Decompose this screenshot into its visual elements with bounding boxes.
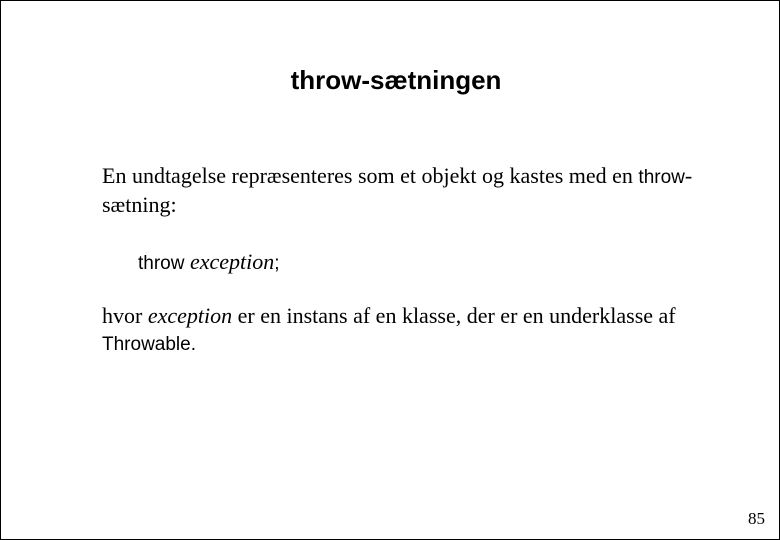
intro-text: En undtagelse repræsenteres som et objekt og kastes med en bbox=[102, 163, 639, 188]
code-argument: exception bbox=[189, 249, 275, 274]
slide-title: throw-sætningen bbox=[290, 65, 502, 95]
explanation-end: . bbox=[190, 334, 196, 355]
code-semicolon: ; bbox=[274, 253, 280, 274]
throwable-classname: Throwable bbox=[102, 334, 191, 355]
paragraph-intro bbox=[102, 162, 762, 218]
explanation-start: hvor bbox=[102, 303, 148, 328]
throw-keyword: throw bbox=[638, 167, 685, 188]
page-number: 85 bbox=[748, 509, 765, 528]
explanation-text: er en instans af en klasse, der er en underklasse af bbox=[232, 303, 676, 328]
paragraph-explanation bbox=[102, 302, 762, 358]
code-example bbox=[138, 249, 280, 275]
exception-term: exception bbox=[147, 303, 233, 328]
code-keyword: throw bbox=[138, 253, 185, 274]
intro-end: -sætning: bbox=[102, 163, 693, 217]
